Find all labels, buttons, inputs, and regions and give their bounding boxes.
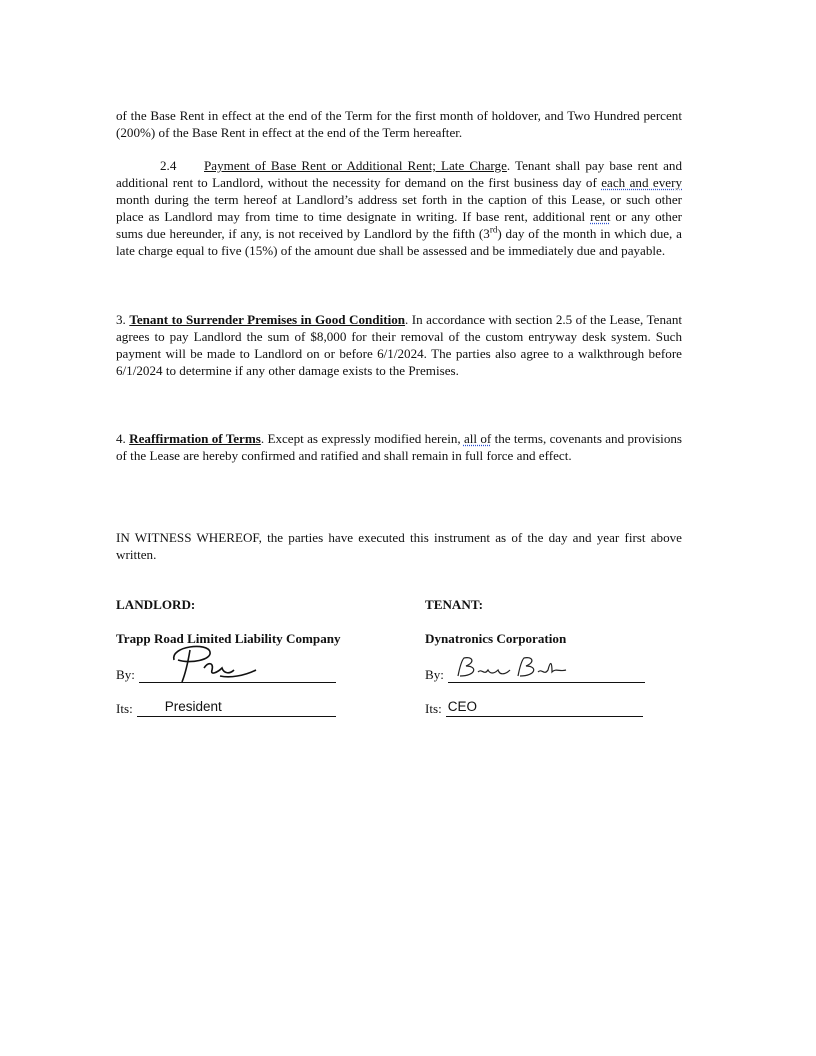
holdover-paragraph: of the Base Rent in effect at the end of the Term for the first month of holdover, and Two Hundred percent (200%) of the Base Rent in effect at the end of the Term hereafter. [116,108,682,140]
section-3-paragraph [116,311,682,379]
tenant-its-row [425,698,643,717]
each-and-every-phrase: each and every [601,175,682,190]
tenant-by-label: By: [425,667,444,682]
section-4-text-a: . Except as expressly modified herein, [260,431,464,446]
section-2-4-heading: Payment of Base Rent or Additional Rent; Late Charge [204,158,507,173]
witness-paragraph: IN WITNESS WHEREOF, the parties have executed this instrument as of the day and year first above written. [116,530,682,562]
landlord-its-label: Its: [116,701,133,716]
section-3-heading: Tenant to Surrender Premises in Good Condition [129,312,406,327]
landlord-its-line [137,698,336,717]
section-4-paragraph [116,430,682,464]
section-2-4-text-a: . Tenant shall pay base rent and additional rent to Landlord, without the necessity for demand on the first business day of [116,158,682,190]
landlord-label: LANDLORD: [116,597,196,612]
section-4-number: 4. [116,431,126,446]
all-of-phrase: all of [463,431,492,446]
section-4-text-b: the terms, covenants and provisions of the Lease are hereby confirmed and ratified and shall remain in full force and effect. [116,431,683,463]
tenant-its-line [446,698,643,717]
ordinal-suffix: rd [489,224,498,235]
section-2-4-text-c: or any other sums due hereunder, if any, is not received by Landlord by the fifth (3 [116,209,682,241]
tenant-signature-image [452,654,572,684]
tenant-its-label: Its: [425,701,442,716]
section-2-4-text-b: month during the term hereof at Landlord’s address set forth in the caption of this Lease, or such other place as Landlord may from time to time designate in writing. If base rent, additional [116,192,682,224]
landlord-entity: Trapp Road Limited Liability Company [116,631,341,646]
landlord-signature-image [160,640,270,686]
landlord-title: President [164,699,222,714]
tenant-entity: Dynatronics Corporation [425,631,567,646]
section-2-4-number: 2.4 [160,158,177,173]
section-2-4-paragraph [116,157,682,259]
section-4-heading: Reaffirmation of Terms [129,431,261,446]
rent-word: rent [590,209,611,224]
tenant-label: TENANT: [425,597,483,612]
landlord-its-row [116,698,336,717]
landlord-by-label: By: [116,667,135,682]
section-3-number: 3. [116,312,126,327]
tenant-title: CEO [447,699,477,714]
section-2-4-text-d: ) day of the month in which due, a late charge equal to five (15%) of the amount due shall be assessed and be immediately due and payable. [116,226,682,258]
section-3-text: . In accordance with section 2.5 of the Lease, Tenant agrees to pay Landlord the sum of $8,000 for their removal of the custom entryway desk system. Such payment will be made to Landlord on or before 6/1/2024. The parties also agree to a walkthrough before 6/1/2024 to determine if any other damage exists to the Premises. [116,312,683,378]
